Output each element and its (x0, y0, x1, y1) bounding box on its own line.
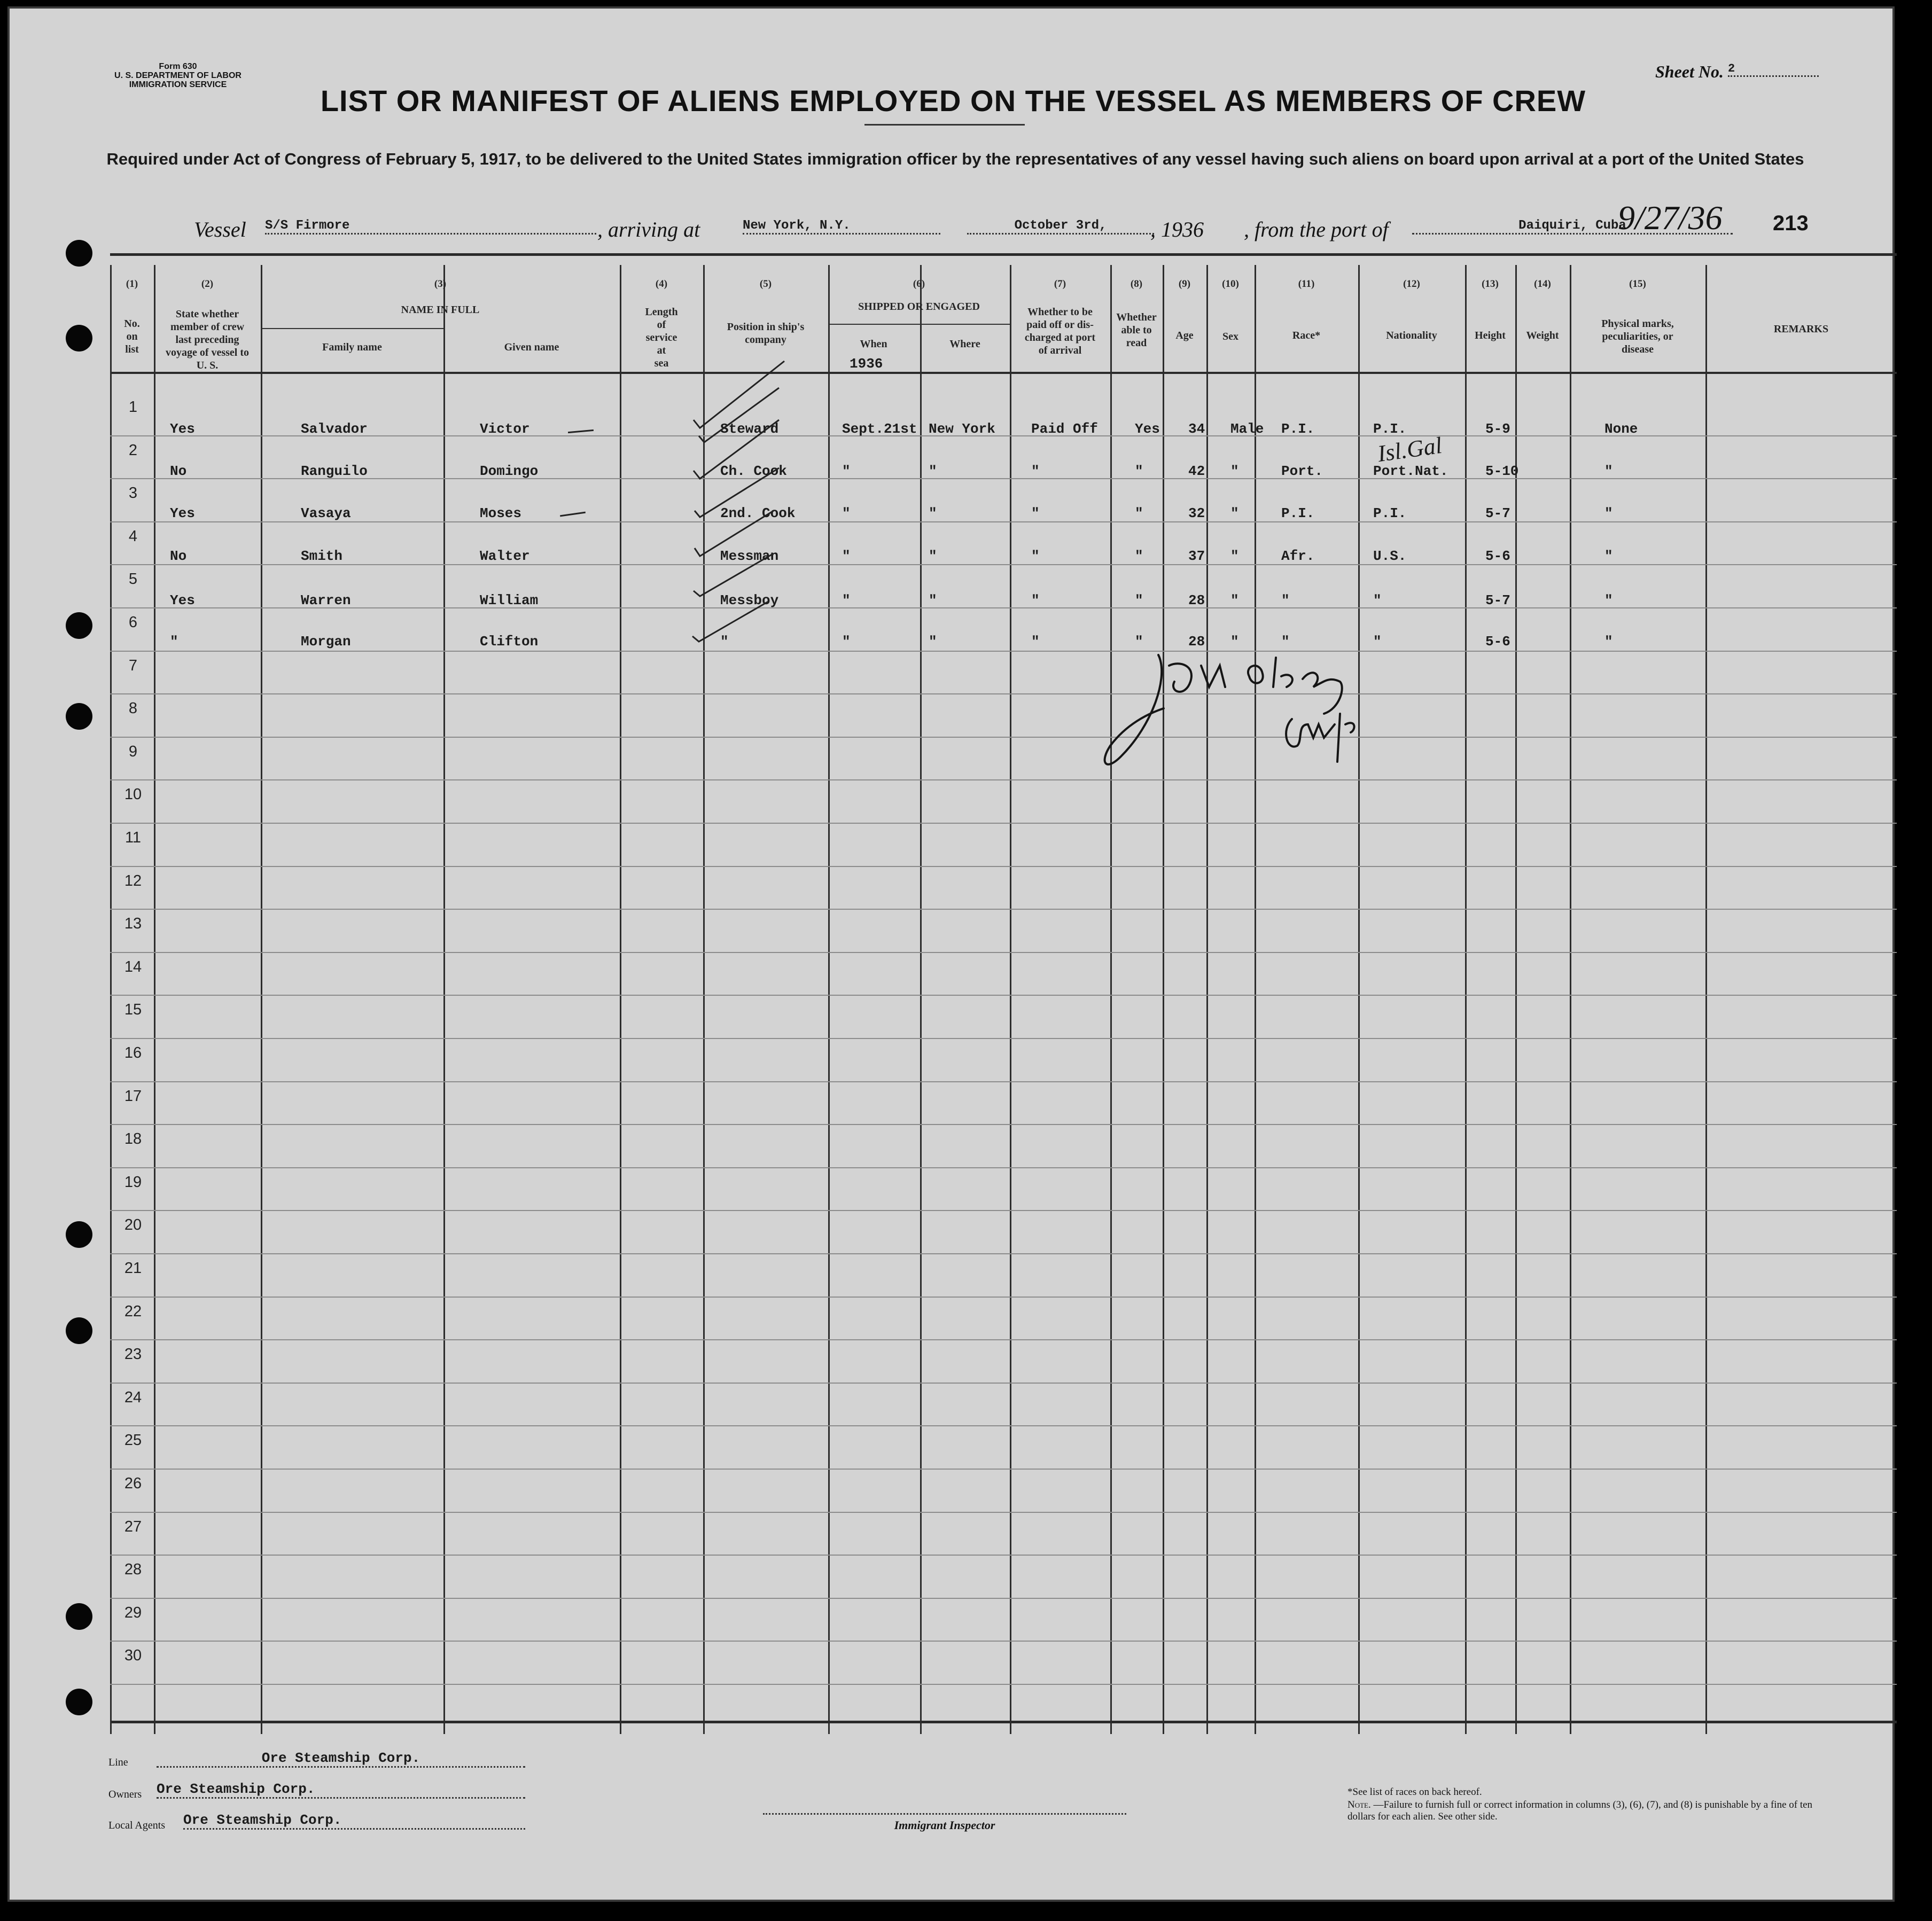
column-rule (1465, 265, 1467, 1734)
col-header: NAME IN FULL (401, 304, 480, 316)
crew-age: 34 (1188, 421, 1205, 437)
crew-age: 28 (1188, 634, 1205, 650)
row-number: 12 (124, 872, 142, 889)
owners-label: Owners (108, 1789, 142, 1800)
row-rule (110, 1167, 1897, 1168)
row-number: 10 (124, 786, 142, 803)
col-header: Nationality (1386, 330, 1437, 341)
row-rule (110, 737, 1897, 738)
department-name: U. S. DEPARTMENT OF LABOR (114, 71, 242, 80)
col-num: (13) (1482, 278, 1499, 290)
col-header: Whether able to read (1116, 311, 1157, 349)
row-number: 30 (124, 1647, 142, 1665)
row-rule (110, 651, 1897, 652)
col-header: Weight (1526, 330, 1559, 341)
crew-nationality: U.S. (1373, 548, 1407, 564)
check-icon (694, 553, 774, 596)
row-number: 22 (124, 1302, 142, 1320)
col-num: (2) (201, 278, 214, 290)
crew-height: 5-7 (1485, 505, 1510, 521)
crew-when: " (842, 592, 851, 608)
arrival-port: New York, N.Y. (743, 218, 940, 235)
binder-hole (66, 703, 92, 730)
crew-race: Port. (1281, 463, 1323, 479)
races-note: *See list of races on back hereof. (1347, 1786, 1482, 1798)
row-rule (110, 1210, 1897, 1211)
crew-family: Ranguilo (301, 463, 368, 479)
row-number: 8 (128, 700, 138, 717)
sheet-number-label: Sheet No. (1655, 62, 1724, 81)
col-num: (7) (1054, 278, 1066, 290)
column-rule (920, 265, 922, 1734)
crew-paid: " (1031, 463, 1040, 479)
crew-paid: " (1031, 634, 1040, 650)
vessel-name: S/S Firmore (265, 218, 596, 235)
col-num: (9) (1178, 278, 1191, 290)
vessel-label: Vessel (194, 217, 246, 241)
row-rule (110, 1512, 1897, 1513)
crew-where: " (929, 548, 937, 564)
row-rule (110, 952, 1897, 953)
column-rule (443, 265, 445, 1734)
row-number: 24 (124, 1388, 142, 1406)
binder-hole (66, 612, 92, 639)
crew-marks: None (1604, 421, 1638, 437)
arriving-label: , arriving at (597, 217, 700, 241)
col-num: (4) (655, 278, 668, 290)
crew-paid: " (1031, 505, 1040, 521)
binder-hole (66, 1603, 92, 1630)
crew-height: 5-10 (1485, 463, 1519, 479)
row-number: 16 (124, 1044, 142, 1061)
column-rule (261, 265, 262, 1734)
col-header: Whether to be paid off or dis- charged at port of arrival (1024, 306, 1096, 356)
shipped-split-rule (830, 324, 1010, 325)
table-bottom-rule (110, 1721, 1897, 1723)
handwritten-date: 9/27/36 (1618, 199, 1723, 237)
line-label: Line (108, 1756, 128, 1768)
col-header: Physical marks, peculiarities, or disease (1601, 318, 1674, 355)
row-rule (110, 1124, 1897, 1125)
col-header: Position in ship's company (727, 321, 805, 346)
crew-height: 5-6 (1485, 634, 1510, 650)
penalty-note: Note. —Failure to furnish full or correct information in columns (3), (6), (7), and (8) is punishable by a fine of ten dollars for each alien. See other side. (1347, 1799, 1813, 1822)
departure-port: Daiquiri, Cuba (1412, 218, 1733, 235)
column-rule (1358, 265, 1360, 1734)
crew-given: William (480, 592, 539, 608)
row-rule (110, 478, 1897, 479)
row-rule (110, 823, 1897, 824)
name-split-rule (262, 328, 443, 329)
row-rule (110, 1339, 1897, 1340)
crew-position: Messman (720, 548, 779, 564)
service-name: IMMIGRATION SERVICE (129, 80, 227, 89)
crew-age: 28 (1188, 592, 1205, 608)
col-header: When (860, 338, 887, 350)
pencil-mark (568, 430, 594, 433)
crew-sex: " (1230, 634, 1239, 650)
crew-where: " (929, 505, 937, 521)
row-rule (110, 1038, 1897, 1039)
row-rule (110, 1297, 1897, 1298)
column-rule (620, 265, 621, 1734)
row-number: 11 (124, 829, 142, 846)
col-num: (3) (434, 278, 447, 290)
crew-position: Messboy (720, 592, 779, 608)
col-num: (5) (759, 278, 772, 290)
column-rule (1206, 265, 1208, 1734)
row-number: 29 (124, 1604, 142, 1621)
crew-prior: " (170, 634, 178, 650)
crew-paid: " (1031, 548, 1040, 564)
inspector-label: Immigrant Inspector (894, 1818, 995, 1832)
check-icon (694, 420, 779, 479)
crew-where: " (929, 634, 937, 650)
crew-when: " (842, 634, 851, 650)
row-rule (110, 521, 1897, 522)
crew-position: Steward (720, 421, 779, 437)
col-num: (15) (1629, 278, 1646, 290)
handwritten-correction: Isl.Gal (1376, 432, 1444, 467)
crew-prior: Yes (170, 505, 195, 521)
crew-where: New York (929, 421, 995, 437)
row-number: 19 (124, 1173, 142, 1191)
manifest-sheet (7, 6, 1895, 1902)
binder-hole (66, 1317, 92, 1344)
crew-given: Victor (480, 421, 530, 437)
col-header: Height (1475, 330, 1506, 341)
crew-marks: " (1604, 634, 1613, 650)
sheet-number-field (1655, 62, 1819, 82)
row-rule (110, 779, 1897, 780)
column-rule (1010, 265, 1011, 1734)
col-header: Length of service at sea (645, 306, 678, 369)
local-agents-label: Local Agents (108, 1820, 166, 1831)
row-number: 15 (124, 1001, 142, 1019)
crew-position: " (720, 634, 729, 650)
crew-sex: " (1230, 505, 1239, 521)
row-number: 14 (124, 958, 142, 975)
row-rule (110, 1598, 1897, 1599)
crew-family: Warren (301, 592, 351, 608)
subtitle: Required under Act of Congress of February 5, 1917, to be delivered to the United States immigration officer by the representatives of any vessel having such aliens on board upon arrival at a port of the United States (106, 150, 1804, 168)
crew-race: P.I. (1281, 505, 1315, 521)
crew-when: Sept.21st (842, 421, 917, 437)
crew-marks: " (1604, 592, 1613, 608)
pencil-mark (560, 512, 586, 517)
row-number: 6 (128, 614, 138, 631)
form-number: Form 630 (159, 62, 197, 71)
row-number: 23 (124, 1346, 142, 1363)
crew-nationality: P.I. (1373, 505, 1407, 521)
crew-family: Salvador (301, 421, 368, 437)
column-rule (1163, 265, 1164, 1734)
sheet-number-value: 2 (1728, 62, 1819, 77)
crew-height: 5-6 (1485, 548, 1510, 564)
crew-prior: Yes (170, 592, 195, 608)
crew-given: Clifton (480, 634, 539, 650)
check-icon (695, 468, 779, 517)
row-number: 21 (124, 1260, 142, 1277)
col-num: (12) (1403, 278, 1420, 290)
row-number: 17 (124, 1087, 142, 1105)
crew-sex: " (1230, 548, 1239, 564)
col-num: (8) (1130, 278, 1143, 290)
crew-read: Yes (1135, 421, 1160, 437)
col-header: Race* (1292, 330, 1321, 341)
col-num: (11) (1298, 278, 1315, 290)
col-header: SHIPPED OR ENGAGED (858, 301, 980, 313)
crew-read: " (1135, 463, 1143, 479)
crew-age: 37 (1188, 548, 1205, 564)
crew-position: 2nd. Cook (720, 505, 796, 521)
crew-nationality: " (1373, 592, 1382, 608)
crew-marks: " (1604, 548, 1613, 564)
binder-hole (66, 325, 92, 352)
crew-race: Afr. (1281, 548, 1315, 564)
crew-nationality: P.I. (1373, 421, 1407, 437)
crew-given: Walter (480, 548, 530, 564)
row-number: 25 (124, 1432, 142, 1449)
row-number: 4 (128, 527, 138, 545)
crew-height: 5-9 (1485, 421, 1510, 437)
col-num: (10) (1222, 278, 1239, 290)
row-number: 18 (124, 1130, 142, 1148)
row-rule (110, 1425, 1897, 1426)
crew-sex: " (1230, 463, 1239, 479)
crew-read: " (1135, 592, 1143, 608)
col-header: REMARKS (1773, 323, 1829, 335)
header-bottom-rule (110, 372, 1897, 374)
page-title: LIST OR MANIFEST OF ALIENS EMPLOYED ON THE VESSEL AS MEMBERS OF CREW (320, 84, 1586, 118)
col-header: Where (949, 338, 980, 350)
col-header: Sex (1222, 331, 1238, 342)
stamp-number: 213 (1773, 212, 1809, 235)
crew-family: Smith (301, 548, 343, 564)
crew-sex: Male (1230, 421, 1264, 437)
col-header: Given name (504, 341, 559, 353)
crew-prior: No (170, 463, 187, 479)
row-number: 20 (124, 1216, 142, 1234)
crew-when: " (842, 548, 851, 564)
row-number: 1 (128, 399, 138, 416)
row-number: 3 (128, 485, 138, 502)
table-top-rule (110, 253, 1897, 256)
from-port-label: , from the port of (1244, 217, 1389, 241)
column-rule (1570, 265, 1571, 1734)
crew-race: " (1281, 634, 1290, 650)
crew-where: " (929, 463, 937, 479)
inspector-line (763, 1813, 1126, 1815)
column-rule (1515, 265, 1517, 1734)
binder-hole (66, 240, 92, 267)
check-icon (692, 602, 768, 642)
check-marks (688, 350, 795, 650)
column-rule (1110, 265, 1112, 1734)
row-rule (110, 693, 1897, 694)
crew-paid: " (1031, 592, 1040, 608)
column-rule (1705, 265, 1707, 1734)
crew-when: " (842, 505, 851, 521)
year-label: , 1936 (1150, 217, 1204, 241)
crew-marks: " (1604, 505, 1613, 521)
arrival-date: October 3rd, (967, 218, 1154, 235)
crew-nationality: " (1373, 634, 1382, 650)
col-num: (14) (1534, 278, 1551, 290)
row-rule (110, 607, 1897, 608)
crew-given: Moses (480, 505, 522, 521)
row-rule (110, 995, 1897, 996)
row-rule (110, 1383, 1897, 1384)
crew-height: 5-7 (1485, 592, 1510, 608)
col-header: No. on list (124, 318, 140, 355)
crew-family: Morgan (301, 634, 351, 650)
row-number: 28 (124, 1561, 142, 1579)
crew-prior: No (170, 548, 187, 564)
row-rule (110, 866, 1897, 867)
row-rule (110, 564, 1897, 565)
check-icon (699, 388, 779, 442)
crew-sex: " (1230, 592, 1239, 608)
row-number: 9 (128, 743, 138, 760)
row-number: 7 (128, 657, 138, 674)
binder-hole (66, 1221, 92, 1248)
row-number: 26 (124, 1475, 142, 1492)
owners-value: Ore Steamship Corp. (157, 1781, 525, 1799)
crew-given: Domingo (480, 463, 539, 479)
crew-marks: " (1604, 463, 1613, 479)
inspector-signature (1089, 644, 1420, 783)
shipped-year: 1936 (850, 356, 883, 372)
row-rule (110, 1469, 1897, 1470)
col-header: Family name (322, 341, 382, 353)
row-rule (110, 1253, 1897, 1254)
crew-age: 42 (1188, 463, 1205, 479)
crew-where: " (929, 592, 937, 608)
row-rule (110, 1684, 1897, 1685)
check-icon (695, 511, 774, 556)
line-value: Ore Steamship Corp. (157, 1750, 525, 1768)
column-rule (828, 265, 830, 1734)
crew-race: " (1281, 592, 1290, 608)
row-number: 5 (128, 571, 138, 588)
title-rule (864, 124, 1025, 126)
crew-position: Ch. Cook (720, 463, 787, 479)
crew-prior: Yes (170, 421, 195, 437)
binder-hole (66, 1689, 92, 1715)
row-number: 13 (124, 915, 142, 933)
crew-age: 32 (1188, 505, 1205, 521)
row-number: 27 (124, 1518, 142, 1535)
crew-nationality: Port.Nat. (1373, 463, 1448, 479)
row-rule (110, 909, 1897, 910)
column-rule (1255, 265, 1256, 1734)
crew-read: " (1135, 634, 1143, 650)
col-num: (6) (913, 278, 925, 290)
local-agents-value: Ore Steamship Corp. (183, 1812, 525, 1830)
col-header: State whether member of crew last preceding voyage of vessel to U. S. (165, 308, 250, 371)
col-num: (1) (126, 278, 138, 290)
crew-race: P.I. (1281, 421, 1315, 437)
row-number: 2 (128, 441, 138, 459)
row-rule (110, 1081, 1897, 1082)
crew-read: " (1135, 505, 1143, 521)
crew-read: " (1135, 548, 1143, 564)
col-header: Age (1175, 330, 1194, 341)
crew-when: " (842, 463, 851, 479)
crew-family: Vasaya (301, 505, 351, 521)
row-rule (110, 1555, 1897, 1556)
crew-paid: Paid Off (1031, 421, 1098, 437)
row-rule (110, 1641, 1897, 1642)
